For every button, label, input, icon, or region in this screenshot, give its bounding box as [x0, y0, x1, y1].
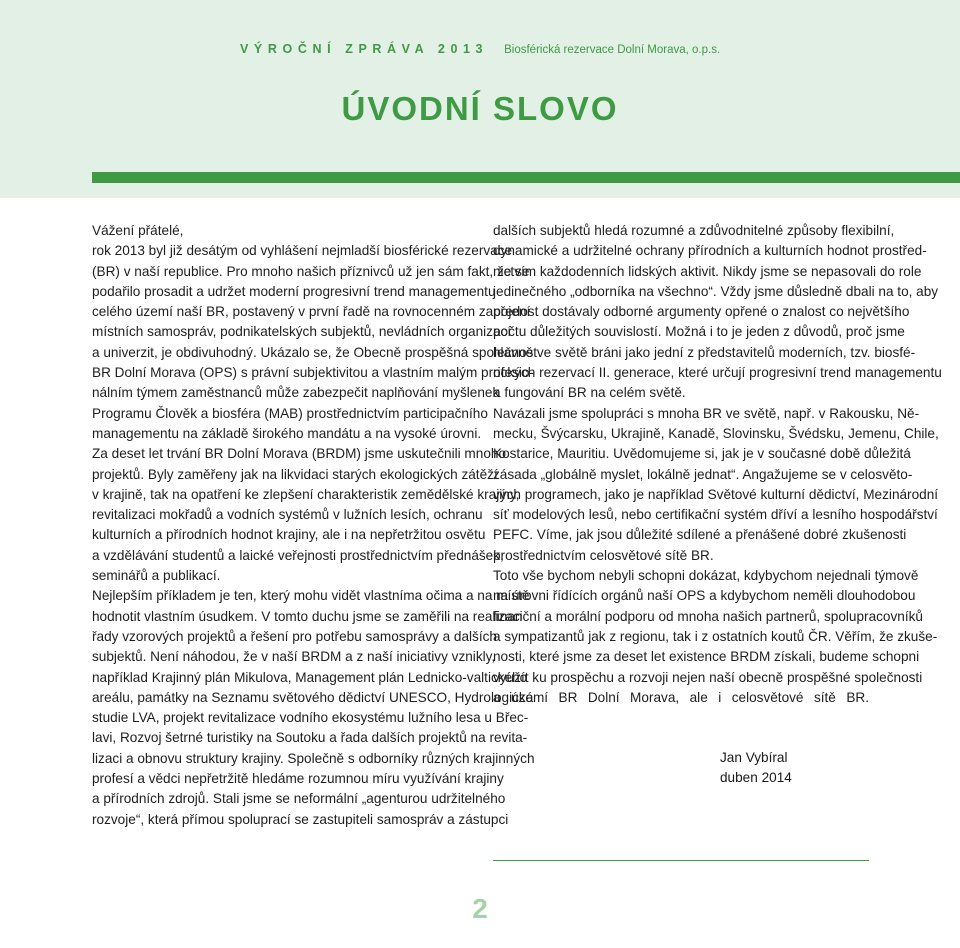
text-line: na úrovni řídících orgánů naší OPS a kdybychom neměli dlouhodobou — [493, 588, 916, 604]
text-line: síť modelových lesů, nebo certifikační systém dříví a lesního hospodářství — [493, 507, 938, 523]
text-line: lavi, Rozvoj šetrné turistiky na Soutoku a řada dalších projektů na revita- — [92, 730, 528, 746]
text-line: celého území naší BR, postavený v první řadě na rovnocenném zapojení — [92, 304, 531, 320]
text-line: počtu důležitých souvislostí. Možná i to je jeden z důvodů, proč jsme — [493, 324, 905, 340]
text-line: Programu Člověk a biosféra (MAB) prostřednictvím participačního — [92, 405, 488, 421]
text-line: profesí a vědci nepřetržitě hledáme rozumnou míru využívání krajiny — [92, 771, 504, 787]
text-line: lizaci a obnovu struktury krajiny. Společně s odborníky různých krajinných — [92, 750, 535, 766]
text-line: seminářů a publikací. — [92, 568, 221, 584]
text-line: projektů. Byly zaměřeny jak na likvidaci starých ekologických zátěží — [92, 466, 498, 482]
text-line: Vážení přátelé, — [92, 223, 184, 238]
text-line: předost dostávaly odborné argumenty opřené o znalost co největšího — [493, 304, 910, 320]
text-line: vých programech, jako je například Světové kulturní dědictví, Mezinárodní — [493, 486, 939, 502]
title-divider — [92, 172, 960, 183]
text-line: finanční a morální podporu od mnoha našich partnerů, spolupracovníků — [493, 608, 923, 624]
text-line: místních samospráv, podnikatelských subjektů, nevládních organizací — [92, 324, 512, 340]
text-line: kulturních a přírodních hodnot krajiny, ale i na nepřetržitou osvětu — [92, 527, 486, 543]
text-line: managementu na základě širokého mandátu a na vysoké úrovni. — [92, 425, 482, 441]
text-line: jedinečného „odborníka na všechno“. Vždy jsme důsledně dbali na to, aby — [493, 283, 939, 299]
text-line: rozvoje“, která přímou spoluprací se zastupiteli samospráv a zástupci — [92, 811, 509, 827]
text-line: rických rezervací II. generace, které určují progresivní trend managementu — [493, 365, 942, 381]
text-line: nálním týmem zaměstnanců může zabezpečit naplňování myšlenek — [92, 385, 500, 401]
signature-name: Jan Vybíral — [720, 750, 788, 765]
text-line: Navázali jsme spolupráci s mnoha BR ve světě, např. v Rakousku, Ně- — [493, 405, 920, 421]
text-line: například Krajinný plán Mikulova, Management plán Lednicko-valtického — [92, 669, 528, 685]
page-title: ÚVODNÍ SLOVO — [341, 90, 619, 127]
text-line: revitalizaci mokřadů a vodních systémů v lužních lesích, ochranu — [92, 507, 483, 523]
text-line: a území BR Dolní Morava, ale i celosvětové sítě BR. — [493, 689, 869, 705]
right-text-column — [493, 221, 942, 708]
text-line: Toto vše bychom nebyli schopni dokázat, kdybychom nejednali týmově — [493, 568, 919, 584]
text-line: využít ku prospěchu a rozvoji nejen naší obecně prospěšné společnosti — [493, 669, 923, 685]
text-line: nictvím každodenních lidských aktivit. Nikdy jsme se nepasovali do role — [493, 263, 922, 279]
signature-date: duben 2014 — [720, 770, 792, 785]
text-line: a univerzit, je obdivuhodný. Ukázalo se, že Obecně prospěšná společnost — [92, 344, 538, 360]
report-title: VÝROČNÍ ZPRÁVA 2013 — [240, 42, 489, 56]
footer-divider — [493, 860, 869, 861]
text-line: prostřednictvím celosvětové sítě BR. — [493, 547, 714, 563]
text-line: Kostarice, Mauritiu. Uvědomujeme si, jak je v současné době důležitá — [493, 446, 911, 462]
text-line: rok 2013 byl již desátým od vyhlášení nejmladší biosférické rezervace — [92, 243, 513, 259]
text-line: dynamické a udržitelné ochrany přírodních a kulturních hodnot prostřed- — [493, 243, 927, 259]
text-line: areálu, památky na Seznamu světového dědictví UNESCO, Hydrologická — [92, 689, 534, 705]
organization-name: Biosférická rezervace Dolní Morava, o.p.s. — [504, 44, 721, 56]
text-line: řady vzorových projektů a řešení pro potřebu samosprávy a dalších — [92, 628, 497, 644]
text-line: hlavně ve světě bráni jako jední z představitelů moderních, tzv. biosfé- — [493, 344, 916, 360]
text-line: a fungování BR na celém světě. — [493, 385, 686, 401]
text-line: dalších subjektů hledá rozumné a zdůvodnitelné způsoby flexibilní, — [493, 223, 895, 238]
page-number: 2 — [472, 893, 488, 924]
text-line: v krajině, tak na opatření ke zlepšení charakteristik zemědělské krajiny, — [92, 486, 520, 502]
text-line: Za deset let trvání BR Dolní Morava (BRDM) jsme uskutečnili mnoho — [92, 446, 506, 462]
text-line: a přírodních zdrojů. Stali jsme se neformální „agenturou udržitelného — [92, 791, 506, 807]
text-line: subjektů. Není náhodou, že v naší BRDM a z naší iniciativy vznikly, — [92, 649, 496, 665]
text-line: hodnotit vlastním úsudkem. V tomto duchu jsme se zaměřili na realizaci — [92, 608, 523, 624]
text-line: (BR) v naší republice. Pro mnoho našich příznivců už jen sám fakt, že se — [92, 263, 530, 279]
signature-block — [720, 748, 792, 788]
text-line: PEFC. Víme, jak jsou důležité sdílené a přenášené dobré zkušenosti — [493, 527, 907, 543]
text-line: studie LVA, projekt revitalizace vodního ekosystému lužního lesa u Břec- — [92, 710, 529, 726]
text-line: mecku, Švýcarsku, Ukrajině, Kanadě, Slovinsku, Švédsku, Jemenu, Chile, — [493, 425, 939, 441]
text-line: Nejlepším příkladem je ten, který mohu vidět vlastníma očima a na místě — [92, 588, 530, 604]
text-line: nosti, které jsme za deset let existence BRDM získali, budeme schopni — [493, 649, 920, 665]
text-line: zásada „globálně myslet, lokálně jednat“. Angažujeme se v celosvěto- — [493, 466, 913, 482]
text-line: a vzdělávání studentů a laické veřejnosti prostřednictvím přednášek, — [92, 547, 504, 563]
text-line: BR Dolní Morava (OPS) s právní subjektivitou a vlastním malým profesio- — [92, 365, 534, 381]
text-line: podařilo prosadit a udržet moderní progresivní trend managementu — [92, 283, 496, 299]
left-text-column — [92, 221, 538, 830]
text-line: a sympatizantů jak z regionu, tak i z ostatních koutů ČR. Věřím, že zkuše- — [493, 628, 938, 644]
running-header — [240, 42, 720, 56]
